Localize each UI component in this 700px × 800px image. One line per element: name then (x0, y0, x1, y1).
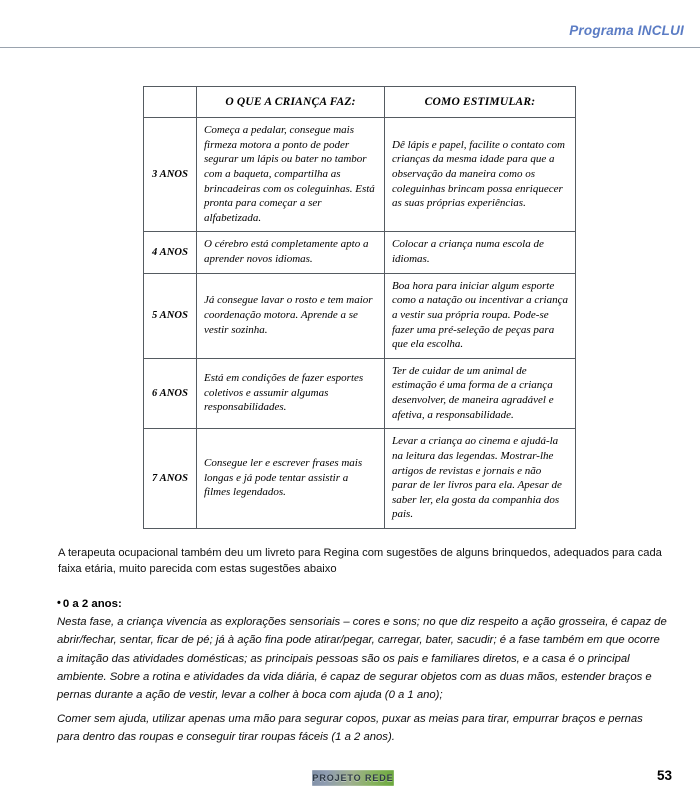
header-divider-rule (0, 47, 700, 48)
table-header-what-child-does: O QUE A CRIANÇA FAZ: (197, 87, 385, 118)
table-row (144, 273, 576, 358)
table-row (144, 118, 576, 232)
intro-note-paragraph: A terapeuta ocupacional também deu um livreto para Regina com sugestões de alguns brinquedos, adequados para cada faixa etária, muito parecida com estas sugestões abaixo (58, 547, 662, 575)
how-to-stimulate-cell: Levar a criança ao cinema e ajudá-la na leitura das legendas. Mostrar-lhe artigos de revistas e jornais e não parar de ler livros para ela. Apesar de saber ler, ela gosta da companhia dos pais. (385, 429, 576, 529)
what-child-does-cell: Consegue ler e escrever frases mais longas e já pode tentar assistir a filmes legendados. (197, 429, 385, 529)
header-title: Programa INCLUI (569, 23, 684, 38)
age-label: 3 ANOS (144, 118, 197, 232)
how-to-stimulate-cell: Boa hora para iniciar algum esporte como a natação ou incentivar a criança a vestir sua própria roupa. Pode-se fazer uma pré-seleção de peças para que ela escolha. (385, 273, 576, 358)
child-development-table (143, 86, 576, 529)
what-child-does-cell: Já consegue lavar o rosto e tem maior coordenação motora. Aprende a se vestir sozinha. (197, 273, 385, 358)
what-child-does-cell: Está em condições de fazer esportes coletivos e assumir algumas responsabilidades. (197, 358, 385, 429)
age-label: 7 ANOS (144, 429, 197, 529)
age-label: 4 ANOS (144, 232, 197, 273)
section-heading-0-to-2-years (57, 598, 667, 610)
body-paragraph-1: Nesta fase, a criança vivencia as explorações sensoriais – cores e sons; no que diz respeito a ação grosseira, é capaz de abrir/fechar, sentar, ficar de pé; já à ação fina pode atirar/pegar, carregar, bater, sacudir; é a fase também em que ocorre a imitação das atividades domésticas; as principais pessoas são os pais e familiares diretos, e a casa é o principal ambiente. Sobre a rotina e atividades da vida diária, é capaz de segurar objetos com as duas mãos, estender braços e pernas durante a ação de vestir, levar a colher à boca com ajuda (0 a 1 ano); (57, 616, 667, 702)
page-header (0, 22, 700, 40)
table-row (144, 358, 576, 429)
section-heading-label: 0 a 2 anos: (62, 598, 122, 610)
table-row (144, 232, 576, 273)
table-header-how-to-stimulate: COMO ESTIMULAR: (385, 87, 576, 118)
projeto-rede-logo-text: PROJETO REDE (312, 773, 394, 783)
table-header-age (144, 87, 197, 118)
bullet-icon: • (57, 597, 61, 609)
how-to-stimulate-cell: Colocar a criança numa escola de idiomas. (385, 232, 576, 273)
what-child-does-cell: Começa a pedalar, consegue mais firmeza motora a ponto de poder segurar um lápis ou bater no tambor com a baqueta, compartilha as brincadeiras com os coleguinhas. Está pronta para começar a ser alfabetizada. (197, 118, 385, 232)
age-label: 6 ANOS (144, 358, 197, 429)
page-number: 53 (656, 768, 672, 783)
age-label: 5 ANOS (144, 273, 197, 358)
table-row (144, 429, 576, 529)
body-paragraph-2: Comer sem ajuda, utilizar apenas uma mão para segurar copos, puxar as meias para tirar, empurrar braços e pernas para dentro das roupas e conseguir tirar roupas fáceis (1 a 2 anos). (57, 713, 643, 744)
how-to-stimulate-cell: Dê lápis e papel, facilite o contato com crianças da mesma idade para que a observação da maneira como os coleguinhas brincam possa enriquecer as suas próprias experiências. (385, 118, 576, 232)
how-to-stimulate-cell: Ter de cuidar de um animal de estimação é uma forma de a criança desenvolver, de maneira agradável e afetiva, a responsabilidade. (385, 358, 576, 429)
table-header-row (144, 87, 576, 118)
what-child-does-cell: O cérebro está completamente apto a aprender novos idiomas. (197, 232, 385, 273)
